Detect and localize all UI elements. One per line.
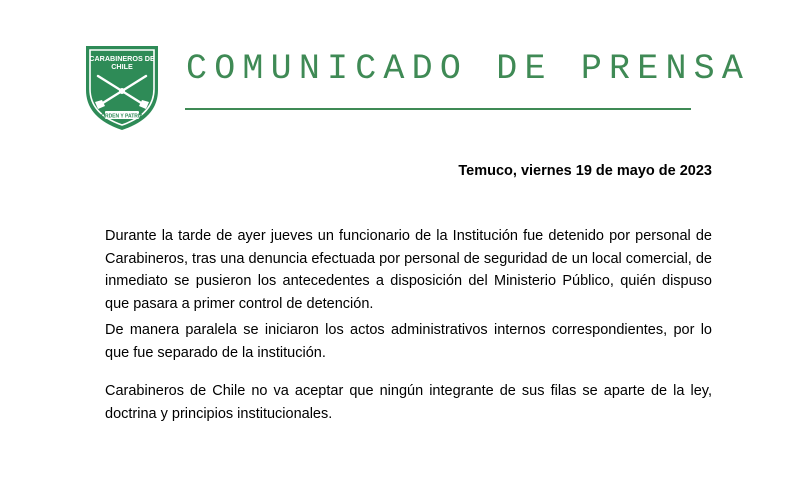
title-underline	[185, 108, 691, 110]
dateline: Temuco, viernes 19 de mayo de 2023	[458, 163, 712, 179]
body-paragraph-2: De manera paralela se iniciaron los actos administrativos internos correspondientes, por lo que fue separado de la institución.	[105, 322, 712, 361]
body-paragraph-1: Durante la tarde de ayer jueves un funcionario de la Institución fue detenido por personal de Carabineros, tras una denuncia efectuada por personal de seguridad de un local comercial, de inmediato se pusieron los antecedentes a disposición del Ministerio Público, quién dispuso que pasara a primer control de detención.	[105, 228, 712, 312]
logo-text-line2: CHILE	[111, 62, 133, 71]
shield-icon	[82, 40, 162, 132]
carabineros-logo	[82, 40, 162, 132]
logo-motto: ORDEN Y PATRIA	[101, 113, 143, 120]
logo-text-line1: CARABINEROS DE	[89, 54, 155, 63]
page-title: COMUNICADO DE PRENSA	[186, 49, 751, 89]
body-paragraph-3: Carabineros de Chile no va aceptar que ningún integrante de sus filas se aparte de la ley, doctrina y principios institucionales.	[105, 383, 712, 422]
